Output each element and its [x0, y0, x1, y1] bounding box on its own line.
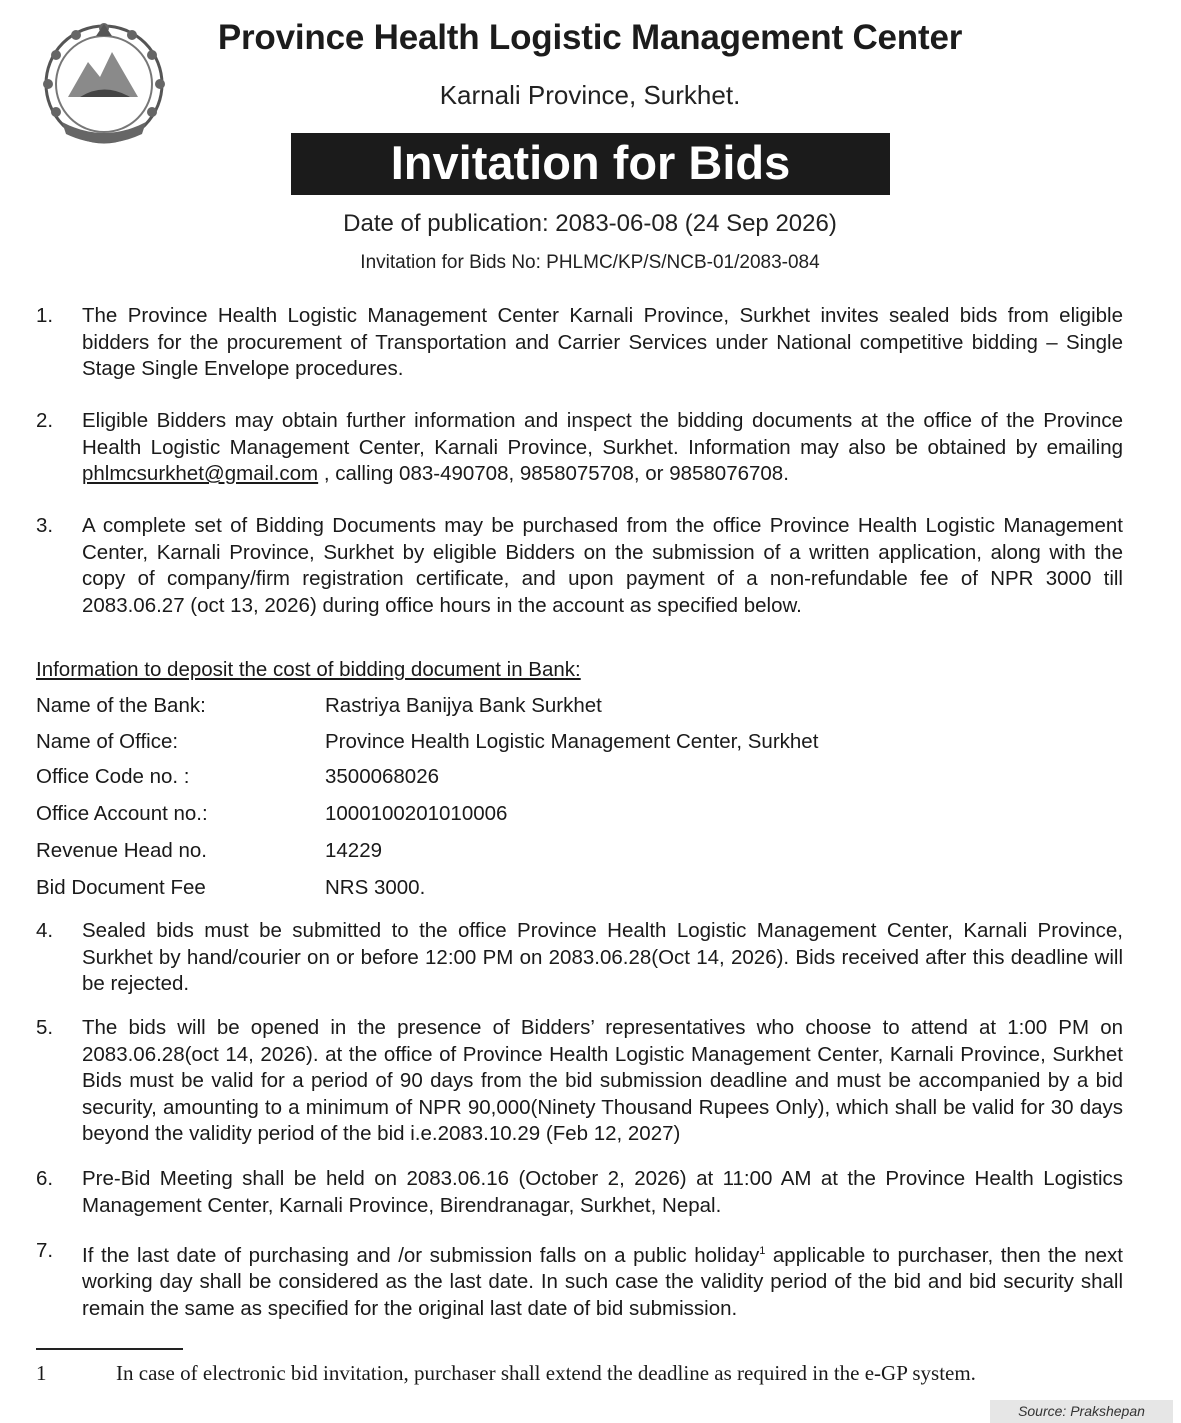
paragraph-text: Sealed bids must be submitted to the office Province Health Logistic Management Center, Karnali Province, Surkhet by hand/courier on or before 12:00 PM on 2083.06.28(Oct 14, 2026). Bids received after this deadline will be rejected. — [82, 919, 1123, 995]
paragraph-number: 7. — [36, 1239, 54, 1262]
source-credit: Source: Prakshepan — [990, 1400, 1173, 1423]
paragraph-number: 5. — [36, 1016, 54, 1039]
paragraph-text-part: , calling 083-490708, 9858075708, or 9858076708. — [318, 462, 789, 485]
paragraph-text-part: applicable to purchaser, then the next working day shall be considered as the last date. In such case the validity period of the bid and bid security shall remain the same as specified for the original last date of bid submission. — [82, 1243, 1123, 1320]
footnote-marker: 1 — [759, 1245, 766, 1257]
bank-row-value: Province Health Logistic Management Center, Surkhet — [325, 730, 819, 753]
paragraph-text — [82, 1238, 1123, 1322]
invitation-banner: Invitation for Bids — [291, 133, 890, 195]
email-link[interactable]: phlmcsurkhet@gmail.com — [82, 462, 319, 485]
bank-row-label: Name of the Bank: — [36, 694, 206, 717]
paragraph-text-part: If the last date of purchasing and /or submission falls on a public holiday — [82, 1243, 760, 1267]
ifb-number: Invitation for Bids No: PHLMC/KP/S/NCB-01/2083-084 — [360, 252, 820, 273]
paragraph-6 — [36, 1166, 1123, 1219]
paragraph-text-part: Eligible Bidders may obtain further information and inspect the bidding documents at the office of the Province Health Logistic Management Center, Karnali Province, Surkhet. Information may also be obtained by emailing — [82, 409, 1123, 459]
footnote-divider — [36, 1348, 183, 1350]
footnote-text: In case of electronic bid invitation, purchaser shall extend the deadline as required in the e-GP system. — [116, 1361, 976, 1385]
bank-row-label: Office Account no.: — [36, 802, 208, 825]
paragraph-text: Pre-Bid Meeting shall be held on 2083.06.16 (October 2, 2026) at 11:00 AM at the Province Health Logistics Management Center, Karnali Province, Birendranagar, Surkhet, Nepal. — [82, 1167, 1123, 1217]
paragraph-number: 2. — [36, 409, 54, 432]
bank-info-heading: Information to deposit the cost of bidding document in Bank: — [36, 658, 581, 681]
paragraph-text: A complete set of Bidding Documents may be purchased from the office Province Health Logistic Management Center, Karnali Province, Surkhet by eligible Bidders on the submission of a written application, along with the copy of company/firm registration certificate, and upon payment of a non-refundable fee of NPR 3000 till 2083.06.27 (oct 13, 2026) during office hours in the account as specified below. — [82, 514, 1123, 617]
organization-subtitle: Karnali Province, Surkhet. — [439, 80, 741, 110]
paragraph-text: The Province Health Logistic Management Center Karnali Province, Surkhet invites sealed bids from eligible bidders for the procurement of Transportation and Carrier Services under National competitive bidding – Single Stage Single Envelope procedures. — [82, 304, 1123, 380]
bank-row-value: 3500068026 — [325, 765, 440, 788]
paragraph-7 — [36, 1238, 1123, 1322]
paragraph-1 — [36, 303, 1123, 383]
bank-row-value: 14229 — [325, 839, 383, 862]
bank-row-value: NRS 3000. — [325, 876, 426, 899]
bank-row-label: Revenue Head no. — [36, 839, 207, 862]
paragraph-number: 1. — [36, 304, 54, 327]
paragraph-2 — [36, 408, 1123, 488]
bank-row-label: Bid Document Fee — [36, 876, 206, 899]
notice-header — [0, 0, 1181, 290]
footnote-number: 1 — [36, 1361, 47, 1385]
organization-title: Province Health Logistic Management Center — [217, 18, 963, 57]
bank-row-value: 1000100201010006 — [325, 802, 508, 825]
bank-row-label: Name of Office: — [36, 730, 179, 753]
paragraph-number: 4. — [36, 919, 54, 942]
paragraph-number: 6. — [36, 1167, 54, 1190]
paragraph-5 — [36, 1015, 1123, 1148]
paragraph-3 — [36, 513, 1123, 619]
paragraph-4 — [36, 918, 1123, 998]
paragraph-text — [82, 408, 1123, 488]
paragraph-text: The bids will be opened in the presence of Bidders’ representatives who choose to attend at 1:00 PM on 2083.06.28(oct 14, 2026). at the office of Province Health Logistic Management Center, Karnali Province, Surkhet Bids must be valid for a period of 90 days from the bid submission deadline and must be accompanied by a bid security, amounting to a minimum of NPR 90,000(Ninety Thousand Rupees Only), which shall be valid for 30 days beyond the validity period of the bid i.e.2083.10.29 (Feb 12, 2027) — [82, 1016, 1123, 1145]
bank-row-value: Rastriya Banijya Bank Surkhet — [325, 694, 602, 717]
bank-row-label: Office Code no. : — [36, 765, 190, 788]
publication-date: Date of publication: 2083-06-08 (24 Sep 2026) — [343, 210, 837, 237]
paragraph-number: 3. — [36, 514, 54, 537]
